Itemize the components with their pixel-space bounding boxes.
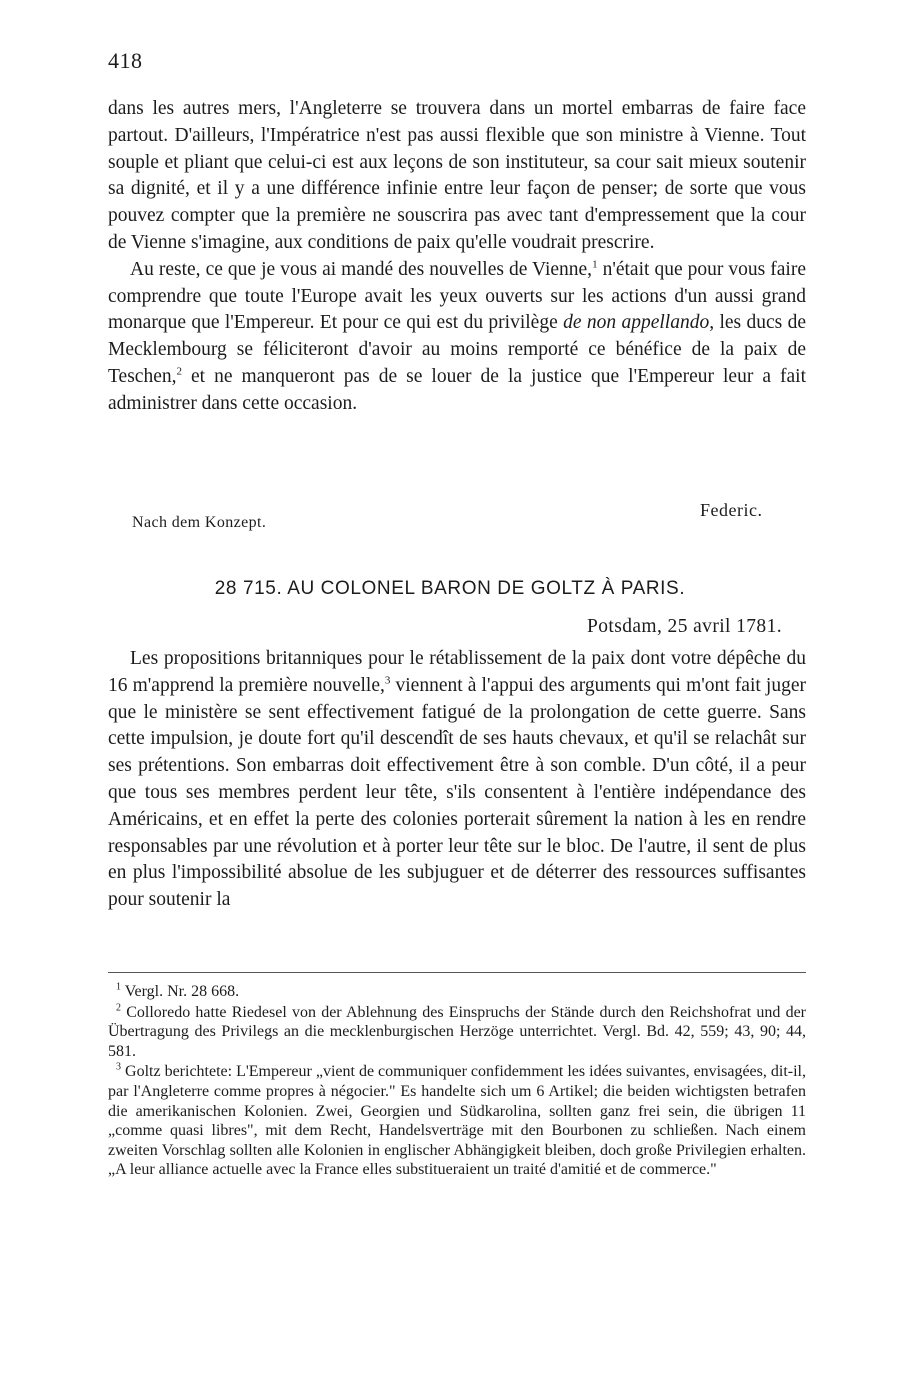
footnote [108,982,806,1002]
letter-heading: 28 715. AU COLONEL BARON DE GOLTZ À PARIS. [214,578,686,599]
footnote [108,1003,806,1062]
paragraph [108,96,806,257]
footnotes [108,982,806,1181]
signature: Federic. [700,500,763,520]
paragraph-text: Au reste, ce que je vous ai mandé des nouvelles de Vienne, [130,258,593,280]
letter-body [108,646,806,914]
footnote-text: Vergl. Nr. 28 668. [124,983,240,1000]
paragraph-text: dans les autres mers, l'Angleterre se trouvera dans un mortel embarras de faire face partout. D'ailleurs, l'Impératrice n'est pas aussi flexible que son ministre à Vienne. Tout souple et pliant que celui-ci est aux leçons de son instituteur, sa cour sait mieux soutenir sa dignité, et il y a une différence infinie entre leur façon de penser; de sorte que vous pouvez compter que la première ne souscrira pas avec tant d'empressement que la cour de Vienne s'imagine, aux conditions de paix qu'elle voudrait prescrire. [108,98,806,253]
footnote-reference: 3 [384,674,391,687]
paragraph-text: et ne manqueront pas de se louer de la justice que l'Empereur leur a fait administrer dans cette occasion. [108,365,806,414]
page-number: 418 [108,48,143,73]
italic-phrase: de non appellando, [563,312,715,334]
footnote-mark: 2 [116,1002,121,1014]
footnote [108,1062,806,1180]
paragraph [108,257,806,418]
footnote-text: Colloredo hatte Riedesel von der Ablehnung des Einspruchs der Stände durch den Reichshofrat und der Übertragung des Privilegs an die mecklenburgischen Herzöge unterrichtet. Vergl. Bd. 42, 559; 43, 90; 44, 581. [108,1003,806,1060]
dateline: Potsdam, 25 avril 1781. [587,616,782,637]
paragraph-text: les ducs de Mecklembourg se féliciteront d'avoir au moins remporté ce bénéfice de la paix de Teschen, [108,312,806,387]
footnote-reference: 2 [176,365,182,378]
paragraph [108,646,806,914]
paragraph-text: viennent à l'appui des arguments qui m'ont fait juger que le ministère se sent effectivement fatigué de la prolongation de cette guerre. Sans cette impulsion, je doute fort qu'il descendît de ses hauts chevaux, et qu'il se relachât sur ses prétentions. Son embarras doit effectivement être à son comble. D'un côté, il a peur que tous ses membres perdent leur tête, s'ils consentent à l'entière indépendance des Américains, et en effet la perte des colonies porterait sûrement la nation à les en rendre responsables par une révolution et à porter leur tête sur le bloc. De l'autre, il sent de plus en plus l'impossibilité absolue de les subjuguer et de déterrer des ressources suffisantes pour soutenir la [108,674,806,911]
continuation-text [108,96,806,418]
footnote-mark: 1 [116,981,121,993]
footnote-text: Goltz berichtete: L'Empereur „vient de communiquer confidemment les idées suivantes, envisagées, dit-il, par l'Angleterre comme propres à négocier." Es handelte sich um 6 Artikel; die beiden wichtigsten betrafen die amerikanischen Kolonien. Zwei, Georgien und Südkarolina, sollten ganz frei sein, die übrigen 11 „comme quasi libres", mit dem Recht, Handelsverträge mit den Bourbonen zu schließen. Nach einem zweiten Vorschlag sollten alle Kolonien in englischer Abhängigkeit bleiben, doch große Privilegien erhalten. „A leur alliance actuelle avec la France elles substitueraient un traité d'amitié et de commerce." [108,1063,806,1179]
footnote-divider [108,972,806,973]
paragraph-text: Les propositions britanniques pour le rétablissement de la paix dont votre dépêche du 16 m'apprend la première nouvelle, [108,648,806,696]
source-note: Nach dem Konzept. [132,514,267,531]
paragraph-text: n'était que pour vous faire comprendre que toute l'Europe avait les yeux ouverts sur les actions d'un aussi grand monarque que l'Empereur. Et pour ce qui est du privilège [108,258,806,334]
footnote-reference: 1 [592,258,598,271]
footnote-mark: 3 [116,1062,121,1074]
